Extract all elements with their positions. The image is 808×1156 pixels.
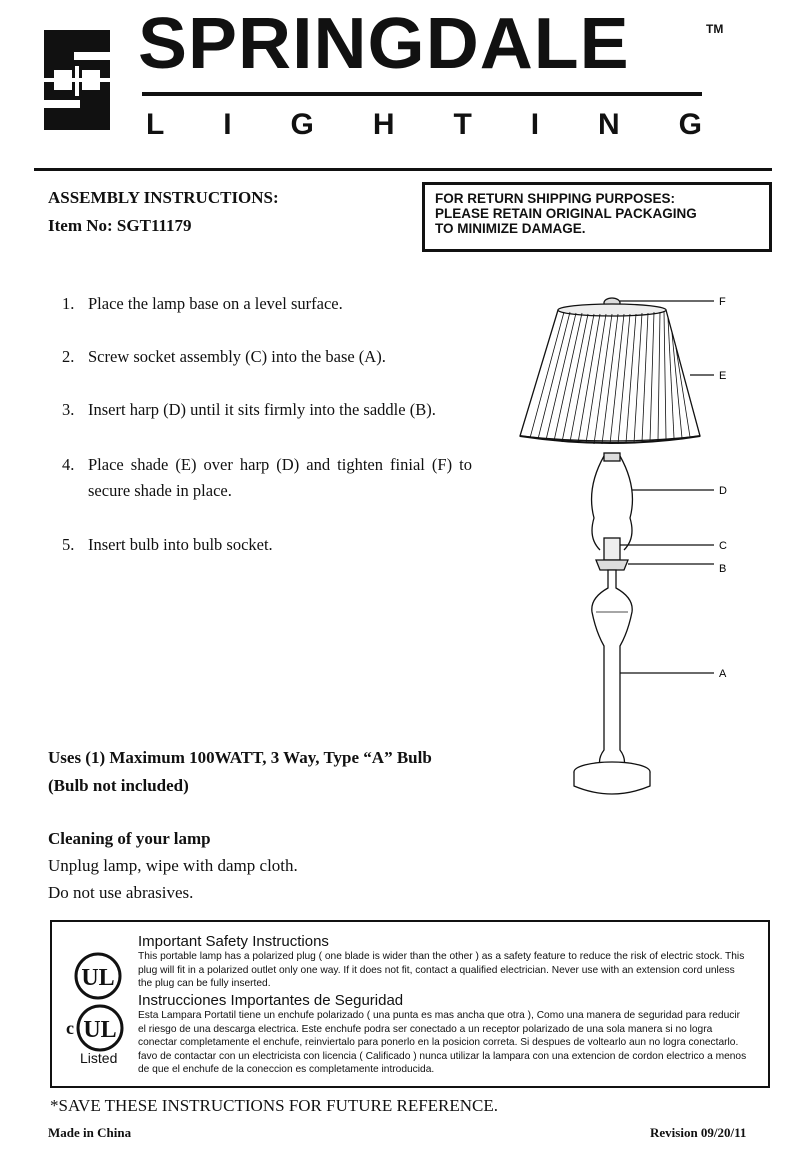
c-mark-text: c — [66, 1018, 74, 1038]
shipping-notice-line: PLEASE RETAIN ORIGINAL PACKAGING — [435, 206, 697, 221]
ul-mark-text: UL — [81, 965, 115, 991]
bulb-note: (Bulb not included) — [48, 776, 189, 795]
listed-label: Listed — [80, 1050, 118, 1066]
made-in-label: Made in China — [48, 1125, 132, 1140]
subtitle-letter: I — [530, 108, 540, 141]
step-text: Place shade (E) over harp (D) and tighten finial (F) to secure shade in place. — [88, 455, 472, 500]
bulb-spec: Uses (1) Maximum 100WATT, 3 Way, Type “A” Bulb — [48, 748, 432, 767]
shipping-notice-box — [422, 182, 772, 252]
cul-mark-text: UL — [83, 1017, 117, 1043]
safety-box — [50, 920, 770, 1088]
label-c: C — [719, 540, 727, 552]
label-b: B — [719, 563, 727, 575]
label-d: D — [719, 485, 727, 497]
safety-heading-en: Important Safety Instructions — [138, 933, 329, 950]
subtitle-letter: T — [453, 108, 472, 141]
step-number: 2. — [62, 347, 75, 366]
brand-underline — [142, 92, 702, 96]
subtitle-letter: G — [290, 108, 314, 141]
saddle-shape — [596, 560, 628, 570]
socket-shape — [604, 538, 620, 560]
revision-label: Revision 09/20/11 — [650, 1125, 747, 1140]
step-number: 1. — [62, 294, 75, 313]
cul-listed-icon — [64, 1004, 126, 1052]
trademark-mark: TM — [706, 22, 724, 36]
subtitle-letter: I — [223, 108, 232, 141]
assembly-step — [62, 532, 482, 558]
base-shape — [592, 570, 632, 766]
label-f: F — [719, 296, 726, 308]
safety-body-es: Esta Lampara Portatil tiene un enchufe polarizado ( una punta es mas ancha que otra ), Como una manera de seguridad para reducir el riesgo de una descarga electrica. Este enchufe podra ser conectado a un receptor polarizado de una sola manera si no logra conectar completamente el enchufe, reinviertalo para ponerlo en la posicion correta. Si despues de voltearlo aun no logra conectarlo. favo de contactar con un electricista con licencia ( Calificado ) nunca utilizar la lampara con una extencion de cordon electrico a menos de que el enchufe de la coneccion es completamente introducida. — [138, 1010, 747, 1075]
lamp-diagram — [500, 288, 750, 808]
step-text: Screw socket assembly (C) into the base (A). — [88, 347, 386, 366]
step-text: Place the lamp base on a level surface. — [88, 294, 343, 313]
shipping-notice-line: TO MINIMIZE DAMAGE. — [435, 221, 586, 236]
step-text: Insert bulb into bulb socket. — [88, 535, 273, 554]
label-e: E — [719, 370, 727, 382]
subtitle-letter: G — [678, 108, 702, 141]
step-number: 4. — [62, 455, 75, 474]
subtitle-letter: L — [146, 108, 165, 141]
subtitle-letter: N — [597, 108, 620, 141]
ul-listed-icon — [74, 952, 122, 1000]
label-a: A — [719, 668, 727, 680]
harp-shape — [592, 456, 604, 550]
assembly-step — [62, 397, 482, 423]
safety-heading-es: Instrucciones Importantes de Seguridad — [138, 992, 404, 1009]
brand-name: SPRINGDALE — [138, 4, 630, 84]
step-number: 3. — [62, 400, 75, 419]
document-title: ASSEMBLY INSTRUCTIONS: — [48, 188, 279, 207]
subtitle-letter: H — [372, 108, 395, 141]
shipping-notice-line: FOR RETURN SHIPPING PURPOSES: — [435, 191, 676, 206]
step-text: Insert harp (D) until it sits firmly into the saddle (B). — [88, 400, 436, 419]
item-number: Item No: SGT11179 — [48, 216, 192, 235]
brand-subtitle — [146, 110, 702, 140]
safety-body-en: This portable lamp has a polarized plug ( one blade is wider than the other ) as a safety feature to reduce the risk of electric stock. This plug will fit in a polarized outlet only one way. If it does not fit, contact a qualified electrician. Never use with an extension cord unless the plug can be fully inserted. — [138, 951, 745, 989]
assembly-step — [62, 291, 482, 317]
step-number: 5. — [62, 535, 75, 554]
cleaning-line: Unplug lamp, wipe with damp cloth. — [48, 856, 298, 875]
save-instructions-note: *SAVE THESE INSTRUCTIONS FOR FUTURE REFERENCE. — [50, 1096, 499, 1115]
cleaning-heading: Cleaning of your lamp — [48, 829, 211, 848]
cleaning-line: Do not use abrasives. — [48, 883, 194, 902]
springdale-s-logo-icon — [44, 30, 110, 130]
assembly-step — [62, 452, 482, 504]
assembly-step — [62, 344, 482, 370]
header-divider — [34, 168, 772, 171]
